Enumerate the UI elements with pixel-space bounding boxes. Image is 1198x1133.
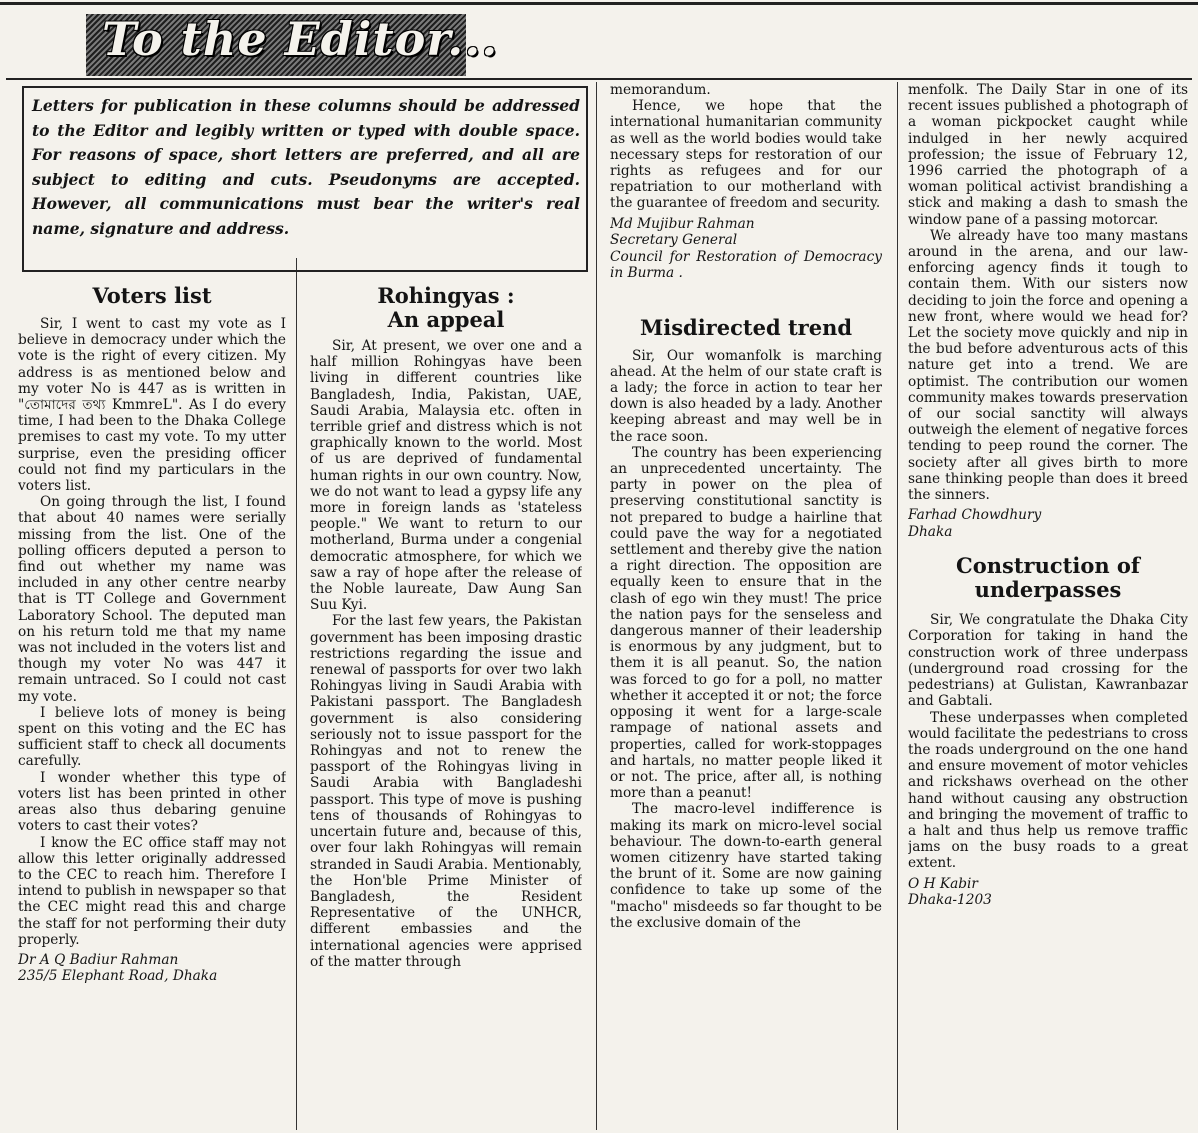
signature-name: Md Mujibur Rahman — [610, 215, 755, 232]
headline-line: An appeal — [387, 307, 505, 332]
section-title: To the Editor... — [102, 12, 499, 66]
header-rule — [6, 78, 1192, 80]
column-divider — [596, 82, 597, 1130]
letter-signature — [908, 507, 1188, 540]
section-masthead — [86, 12, 499, 76]
column-divider — [296, 258, 297, 1130]
top-rule — [0, 2, 1198, 5]
letter-headline — [908, 554, 1188, 602]
letter-headline — [310, 284, 582, 332]
signature-organization: Council for Restoration of Democracy in Burma . — [610, 248, 882, 282]
letter-voters-list — [18, 284, 286, 1130]
signature-name: Farhad Chowdhury — [908, 507, 1042, 524]
letter-paragraph: menfolk. The Daily Star in one of its recent issues published a photograph of a woman pickpocket caught while indulged in her newly acquired profession; the issue of February 12, 1996 carried the photograph of a woman political activist brandishing a stick and making a dash to smash the window pane of a passing motorcar. — [908, 82, 1188, 228]
letter-paragraph: I wonder whether this type of voters list has been printed in other areas also thus debaring genuine voters to cast their votes? — [18, 769, 286, 835]
letter-paragraph: I know the EC office staff may not allow this letter originally addressed to the CEC to reach him. Therefore I intend to publish in newspaper so that the CEC might read this and charge the staff for not performing their duty properly. — [18, 834, 286, 948]
letter-paragraph: Sir, We congratulate the Dhaka City Corporation for taking in hand the construction work of three underpass (underground road crossing for the pedestrians) at Gulistan, Kawranbazar and Gabtali. — [908, 612, 1188, 710]
letter-headline: Voters list — [92, 284, 212, 308]
headline-line: Rohingyas : — [377, 284, 515, 308]
letter-paragraph: Hence, we hope that the international humanitarian community as well as the world bodies would take necessary steps for restoration of our rights as refugees and for our repatriation to our motherland with the guarantee of freedom and security. — [610, 98, 882, 212]
letter-paragraph: The macro-level indifference is making its mark on micro-level social behaviour. The down-to-earth general women citizenry have started taking the brunt of it. Some are now gaining confidence to take up some of the "macho" misdeeds so far thought to be the exclusive domain of the — [610, 801, 882, 931]
submission-notice: Letters for publication in these columns should be addressed to the Editor and legibly written or typed with double space. For reasons of space, short letters are preferred, and all are subject to editing and cuts. Pseudonyms are accepted. However, all communications must bear the writer's real name, signature and address. — [22, 86, 588, 272]
letter-paragraph: Sir, At present, we over one and a half million Rohingyas have been living in different countries like Bangladesh, India, Pakistan, UAE, Saudi Arabia, Malaysia etc. often in terrible grief and distress which is not graphically known to the world. Most of us are deprived of fundamental human rights in our own country. Now, we do not want to lead a gypsy life any more in foreign lands as 'stateless people." We want to return to our motherland, Burma under a congenial democratic atmosphere, for which we saw a ray of hope after the release of the Noble laureate, Daw Aung San Suu Kyi. — [310, 338, 582, 614]
letter-paragraph: On going through the list, I found that about 40 names were serially missing from the list. One of the polling officers deputed a person to find out whether my name was included in any other centre nearby that is TT College and Government Laboratory School. The deputed man on his return told me that my name was not included in the voters list and though my voter No was 447 it remain untraced. So I could not cast my vote. — [18, 494, 286, 705]
headline-line: Construction of — [956, 553, 1140, 579]
column-three — [610, 82, 882, 1130]
letter-paragraph: Sir, Our womanfolk is marching ahead. At the helm of our state craft is a lady; the force in action to tear her down is also headed by a lady. Another keeping abreast and may well be in the race soon. — [610, 347, 882, 445]
letter-rohingyas — [310, 284, 582, 1130]
letter-paragraph: Sir, I went to cast my vote as I believe in democracy under which the vote is the right of every citizen. My address is as mentioned below and my voter No is 447 as is written in "তোমাদের তথ্য KmmreL". As I do every time, I had been to the Dhaka College premises to cast my vote. To my utter surprise, even the presiding officer could not find my particulars in the voters list. — [18, 316, 286, 495]
letter-paragraph: These underpasses when completed would facilitate the pedestrians to cross the roads underground on the one hand and ensure movement of motor vehicles and rickshaws overhead on the other hand without causing any obstruction and bringing the movement of traffic to a halt and thus help us remove traffic jams on the busy roads to a great extent. — [908, 709, 1188, 872]
signature-title: Secretary General — [610, 232, 738, 249]
column-divider — [897, 82, 898, 1130]
letter-paragraph: memorandum. — [610, 82, 711, 98]
letter-signature — [908, 876, 1188, 909]
signature-name: O H Kabir — [908, 875, 978, 892]
letter-signature — [18, 952, 286, 985]
letter-paragraph: The country has been experiencing an unprecedented uncertainty. The party in power on the plea of preserving constitutional sanctity is not prepared to budge a hairline that could pave the way for a negotiated settlement and thereby give the nation a right direction. The opposition are equally keen to ensure that in the clash of ego win they must! The price the nation pays for the senseless and dangerous manner of their leadership is enormous by any judgment, but to them it is all peanut. So, the nation was forced to go for a poll, no matter whether it accepted it or not; the force opposing it went for a large-scale rampage of national assets and properties, called for work-stoppages and hartals, no matter people liked it or not. The price, after all, is nothing more than a peanut! — [610, 444, 882, 802]
signature-name: Dr A Q Badiur Rahman — [18, 951, 179, 968]
letter-paragraph: For the last few years, the Pakistan government has been imposing drastic restrictions regarding the issue and renewal of passports for over two lakh Rohingyas living in Saudi Arabia with Pakistani passport. The Bangladesh government is also considering seriously not to issue passport for the Rohingyas and not to renew the passport of the Rohingyas living in Saudi Arabia with Bangladeshi passport. This type of move is pushing tens of thousands of Rohingyas to uncertain future and, because of this, over four lakh Rohingyas will remain stranded in Saudi Arabia. Mentionably, the Hon'ble Prime Minister of Bangladesh, the Resident Representative of the UNHCR, different embassies and the international agencies were apprised of the matter through — [310, 613, 582, 970]
letter-paragraph: I believe lots of money is being spent on this voting and the EC has sufficient staff to check all documents carefully. — [18, 704, 286, 770]
letter-headline: Misdirected trend — [639, 314, 853, 340]
signature-address: Dhaka-1203 — [908, 892, 992, 909]
letter-signature — [610, 216, 882, 282]
letter-paragraph: We already have too many mastans around in the arena, and our law-enforcing agency finds it tough to contain them. With our sisters now deciding to join the force and opening a new front, where would we head for? Let the society move quickly and nip in the bud before adventurous acts of this nature get into a trend. We are optimist. The contribution our women community makes towards preservation of our social sanctity will always outweigh the element of negative forces tending to peep round the corner. The society after all gives birth to more sane thinking people than does it breed the sinners. — [908, 227, 1188, 504]
column-four — [908, 82, 1188, 1130]
headline-line: underpasses — [974, 577, 1122, 603]
signature-address: 235/5 Elephant Road, Dhaka — [18, 968, 218, 985]
signature-address: Dhaka — [908, 523, 953, 540]
